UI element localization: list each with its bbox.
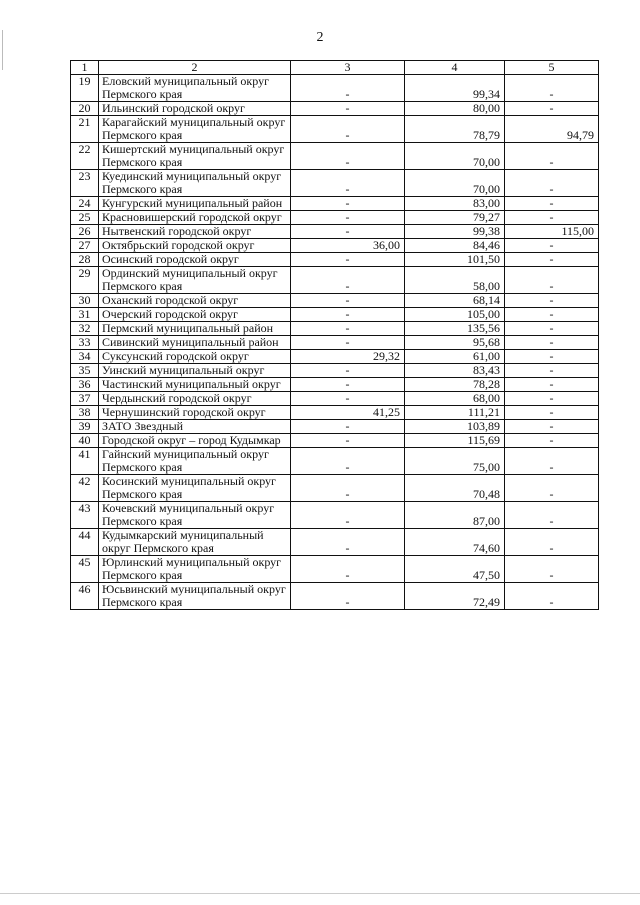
row-name-cell: Кочевский муниципальный округ Пермского края: [99, 502, 291, 529]
row-col3-cell: -: [291, 364, 405, 378]
row-col4-cell: 79,27: [405, 211, 505, 225]
row-number-cell: 23: [71, 170, 99, 197]
row-col4-cell: 72,49: [405, 583, 505, 610]
table-row: [71, 406, 599, 420]
table-row: [71, 378, 599, 392]
row-col4-cell: 87,00: [405, 502, 505, 529]
table-body: [71, 61, 599, 610]
row-col4-cell: 78,79: [405, 116, 505, 143]
row-col3-cell: -: [291, 197, 405, 211]
row-col4-cell: 68,00: [405, 392, 505, 406]
row-number-cell: 35: [71, 364, 99, 378]
table-row: [71, 239, 599, 253]
row-name-cell: Чернушинский городской округ: [99, 406, 291, 420]
row-number-cell: 40: [71, 434, 99, 448]
row-name-cell: Чердынский городской округ: [99, 392, 291, 406]
row-col3-cell: 36,00: [291, 239, 405, 253]
row-number-cell: 24: [71, 197, 99, 211]
row-number-cell: 28: [71, 253, 99, 267]
row-number-cell: 43: [71, 502, 99, 529]
row-col3-cell: -: [291, 308, 405, 322]
row-name-cell: Ординский муниципальный округ Пермского края: [99, 267, 291, 294]
row-number-cell: 27: [71, 239, 99, 253]
row-number-cell: 22: [71, 143, 99, 170]
row-col3-cell: -: [291, 475, 405, 502]
table-row: [71, 225, 599, 239]
row-col4-cell: 101,50: [405, 253, 505, 267]
row-number-cell: 19: [71, 75, 99, 102]
row-number-cell: 26: [71, 225, 99, 239]
row-number-cell: 37: [71, 392, 99, 406]
row-col4-cell: 70,00: [405, 143, 505, 170]
row-col4-cell: 84,46: [405, 239, 505, 253]
row-name-cell: Кудымкарский муниципальный округ Пермского края: [99, 529, 291, 556]
header-cell-1: 1: [71, 61, 99, 75]
header-cell-2: 2: [99, 61, 291, 75]
row-name-cell: Карагайский муниципальный округ Пермского края: [99, 116, 291, 143]
row-col5-cell: 115,00: [505, 225, 599, 239]
table-row: [71, 211, 599, 225]
row-col3-cell: -: [291, 448, 405, 475]
header-cell-4: 4: [405, 61, 505, 75]
row-col4-cell: 78,28: [405, 378, 505, 392]
row-number-cell: 31: [71, 308, 99, 322]
row-col3-cell: -: [291, 294, 405, 308]
row-col3-cell: -: [291, 583, 405, 610]
row-col4-cell: 68,14: [405, 294, 505, 308]
table-row: [71, 448, 599, 475]
table-row: [71, 143, 599, 170]
table-header-row: [71, 61, 599, 75]
row-col4-cell: 47,50: [405, 556, 505, 583]
row-name-cell: Кунгурский муниципальный район: [99, 197, 291, 211]
row-col4-cell: 70,48: [405, 475, 505, 502]
table-row: [71, 75, 599, 102]
row-name-cell: Красновишерский городской округ: [99, 211, 291, 225]
row-col5-cell: -: [505, 529, 599, 556]
row-col5-cell: -: [505, 378, 599, 392]
row-col3-cell: -: [291, 529, 405, 556]
row-name-cell: Ильинский городской округ: [99, 102, 291, 116]
row-col3-cell: 41,25: [291, 406, 405, 420]
table-row: [71, 392, 599, 406]
row-col4-cell: 115,69: [405, 434, 505, 448]
table-row: [71, 420, 599, 434]
row-name-cell: Пермский муниципальный район: [99, 322, 291, 336]
page-number: 2: [316, 30, 324, 45]
row-number-cell: 29: [71, 267, 99, 294]
row-name-cell: Косинский муниципальный округ Пермского края: [99, 475, 291, 502]
row-col5-cell: -: [505, 502, 599, 529]
row-name-cell: Юсьвинский муниципальный округ Пермского края: [99, 583, 291, 610]
row-col3-cell: -: [291, 116, 405, 143]
row-col4-cell: 74,60: [405, 529, 505, 556]
row-col4-cell: 83,43: [405, 364, 505, 378]
row-col3-cell: 29,32: [291, 350, 405, 364]
row-number-cell: 33: [71, 336, 99, 350]
table-row: [71, 556, 599, 583]
row-name-cell: Уинский муниципальный округ: [99, 364, 291, 378]
row-col4-cell: 70,00: [405, 170, 505, 197]
data-table: [70, 60, 599, 610]
table-row: [71, 294, 599, 308]
row-number-cell: 32: [71, 322, 99, 336]
row-name-cell: Частинский муниципальный округ: [99, 378, 291, 392]
row-number-cell: 42: [71, 475, 99, 502]
row-col5-cell: -: [505, 392, 599, 406]
row-col5-cell: -: [505, 294, 599, 308]
row-name-cell: Куединский муниципальный округ Пермского края: [99, 170, 291, 197]
row-col3-cell: -: [291, 336, 405, 350]
row-col3-cell: -: [291, 322, 405, 336]
row-col5-cell: -: [505, 75, 599, 102]
row-col5-cell: -: [505, 448, 599, 475]
row-col5-cell: -: [505, 420, 599, 434]
row-col5-cell: -: [505, 143, 599, 170]
table-row: [71, 364, 599, 378]
row-col3-cell: -: [291, 267, 405, 294]
table-row: [71, 197, 599, 211]
row-number-cell: 38: [71, 406, 99, 420]
table-row: [71, 350, 599, 364]
row-number-cell: 46: [71, 583, 99, 610]
row-name-cell: ЗАТО Звездный: [99, 420, 291, 434]
table-row: [71, 336, 599, 350]
row-col3-cell: -: [291, 378, 405, 392]
table-row: [71, 102, 599, 116]
row-col5-cell: -: [505, 475, 599, 502]
row-col4-cell: 135,56: [405, 322, 505, 336]
row-col3-cell: -: [291, 75, 405, 102]
row-col3-cell: -: [291, 556, 405, 583]
row-col4-cell: 99,34: [405, 75, 505, 102]
row-number-cell: 41: [71, 448, 99, 475]
table-row: [71, 170, 599, 197]
table-row: [71, 116, 599, 143]
header-cell-5: 5: [505, 61, 599, 75]
row-name-cell: Городской округ – город Кудымкар: [99, 434, 291, 448]
row-number-cell: 30: [71, 294, 99, 308]
row-col5-cell: -: [505, 350, 599, 364]
row-number-cell: 36: [71, 378, 99, 392]
row-col3-cell: -: [291, 253, 405, 267]
row-col5-cell: -: [505, 322, 599, 336]
table-row: [71, 529, 599, 556]
table-row: [71, 253, 599, 267]
row-col3-cell: -: [291, 225, 405, 239]
row-col4-cell: 83,00: [405, 197, 505, 211]
row-col5-cell: -: [505, 364, 599, 378]
row-name-cell: Осинский городской округ: [99, 253, 291, 267]
row-number-cell: 45: [71, 556, 99, 583]
row-col5-cell: -: [505, 239, 599, 253]
table-row: [71, 434, 599, 448]
row-col5-cell: -: [505, 267, 599, 294]
row-name-cell: Кишертский муниципальный округ Пермского края: [99, 143, 291, 170]
row-number-cell: 39: [71, 420, 99, 434]
row-col5-cell: -: [505, 253, 599, 267]
row-number-cell: 44: [71, 529, 99, 556]
row-col5-cell: -: [505, 406, 599, 420]
row-col5-cell: -: [505, 308, 599, 322]
row-col3-cell: -: [291, 102, 405, 116]
row-name-cell: Еловский муниципальный округ Пермского края: [99, 75, 291, 102]
row-number-cell: 21: [71, 116, 99, 143]
row-name-cell: Сивинский муниципальный район: [99, 336, 291, 350]
row-col5-cell: -: [505, 170, 599, 197]
row-col4-cell: 61,00: [405, 350, 505, 364]
row-col5-cell: -: [505, 556, 599, 583]
row-col4-cell: 111,21: [405, 406, 505, 420]
row-col4-cell: 58,00: [405, 267, 505, 294]
row-col5-cell: -: [505, 583, 599, 610]
table-row: [71, 475, 599, 502]
row-col4-cell: 75,00: [405, 448, 505, 475]
row-col4-cell: 99,38: [405, 225, 505, 239]
row-number-cell: 25: [71, 211, 99, 225]
table-row: [71, 583, 599, 610]
row-col5-cell: -: [505, 211, 599, 225]
row-col3-cell: -: [291, 420, 405, 434]
row-number-cell: 34: [71, 350, 99, 364]
row-col5-cell: -: [505, 102, 599, 116]
row-col3-cell: -: [291, 502, 405, 529]
table-row: [71, 267, 599, 294]
row-col3-cell: -: [291, 211, 405, 225]
row-col3-cell: -: [291, 143, 405, 170]
row-col5-cell: -: [505, 336, 599, 350]
row-col4-cell: 105,00: [405, 308, 505, 322]
row-name-cell: Оханский городской округ: [99, 294, 291, 308]
row-col5-cell: 94,79: [505, 116, 599, 143]
footer-divider: [0, 893, 640, 894]
table-row: [71, 308, 599, 322]
row-name-cell: Юрлинский муниципальный округ Пермского края: [99, 556, 291, 583]
table-row: [71, 322, 599, 336]
row-number-cell: 20: [71, 102, 99, 116]
row-col3-cell: -: [291, 170, 405, 197]
row-col4-cell: 103,89: [405, 420, 505, 434]
row-name-cell: Очерский городской округ: [99, 308, 291, 322]
table-row: [71, 502, 599, 529]
row-name-cell: Нытвенский городской округ: [99, 225, 291, 239]
row-col4-cell: 95,68: [405, 336, 505, 350]
row-col4-cell: 80,00: [405, 102, 505, 116]
row-name-cell: Октябрьский городской округ: [99, 239, 291, 253]
row-col3-cell: -: [291, 434, 405, 448]
row-col5-cell: -: [505, 197, 599, 211]
row-col5-cell: -: [505, 434, 599, 448]
row-name-cell: Суксунский городской округ: [99, 350, 291, 364]
row-name-cell: Гайнский муниципальный округ Пермского края: [99, 448, 291, 475]
header-cell-3: 3: [291, 61, 405, 75]
row-col3-cell: -: [291, 392, 405, 406]
